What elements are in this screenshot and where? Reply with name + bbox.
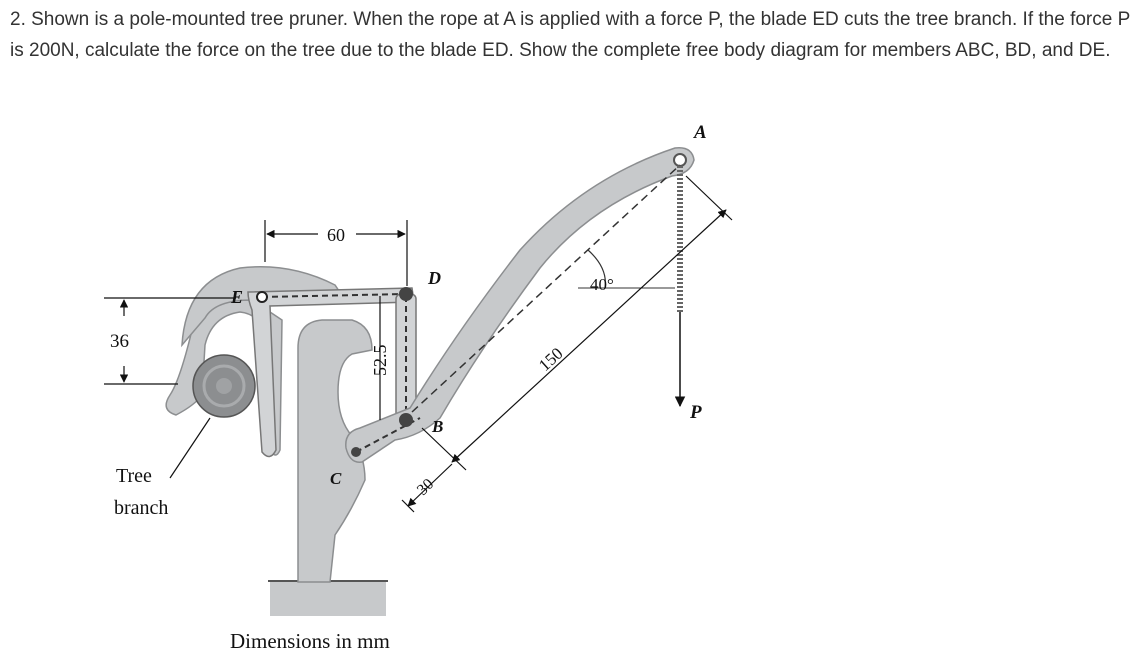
dim-60-label: 60 — [327, 225, 345, 245]
dim-36-label: 36 — [110, 331, 129, 352]
dim-30-ext — [422, 428, 466, 470]
tree-label-line-1: Tree — [116, 465, 152, 487]
label-a: A — [694, 122, 707, 143]
tree-branch-core — [216, 378, 232, 394]
pin-e — [257, 292, 267, 302]
dim-30-label: 30 — [413, 475, 438, 499]
pin-b — [399, 413, 413, 427]
tree-leader-line — [170, 418, 210, 478]
label-b: B — [432, 417, 444, 436]
dim-150-label: 150 — [534, 343, 567, 375]
pin-d — [399, 287, 413, 301]
label-d: D — [428, 268, 441, 288]
base-plate — [270, 582, 386, 616]
dim-52-5-label: 52.5 — [370, 344, 390, 376]
figure-caption: Dimensions in mm — [230, 629, 390, 653]
dim-150-line — [452, 210, 726, 462]
dim-150-ext — [686, 176, 732, 220]
problem-statement: 2. Shown is a pole-mounted tree pruner. When the rope at A is applied with a force P, the blade ED cuts the tree branch. If the force P is 200N, calculate the force on the tree due to the blade ED. Show the complete free body diagram for members ABC, BD, and DE. — [10, 9, 1130, 61]
label-p: P — [690, 402, 702, 423]
tree-label-line-2: branch — [114, 497, 169, 519]
pin-c — [351, 447, 361, 457]
angle-label: 40° — [590, 275, 614, 294]
label-c: C — [330, 469, 342, 488]
label-e: E — [231, 287, 244, 307]
pin-a — [674, 154, 686, 166]
